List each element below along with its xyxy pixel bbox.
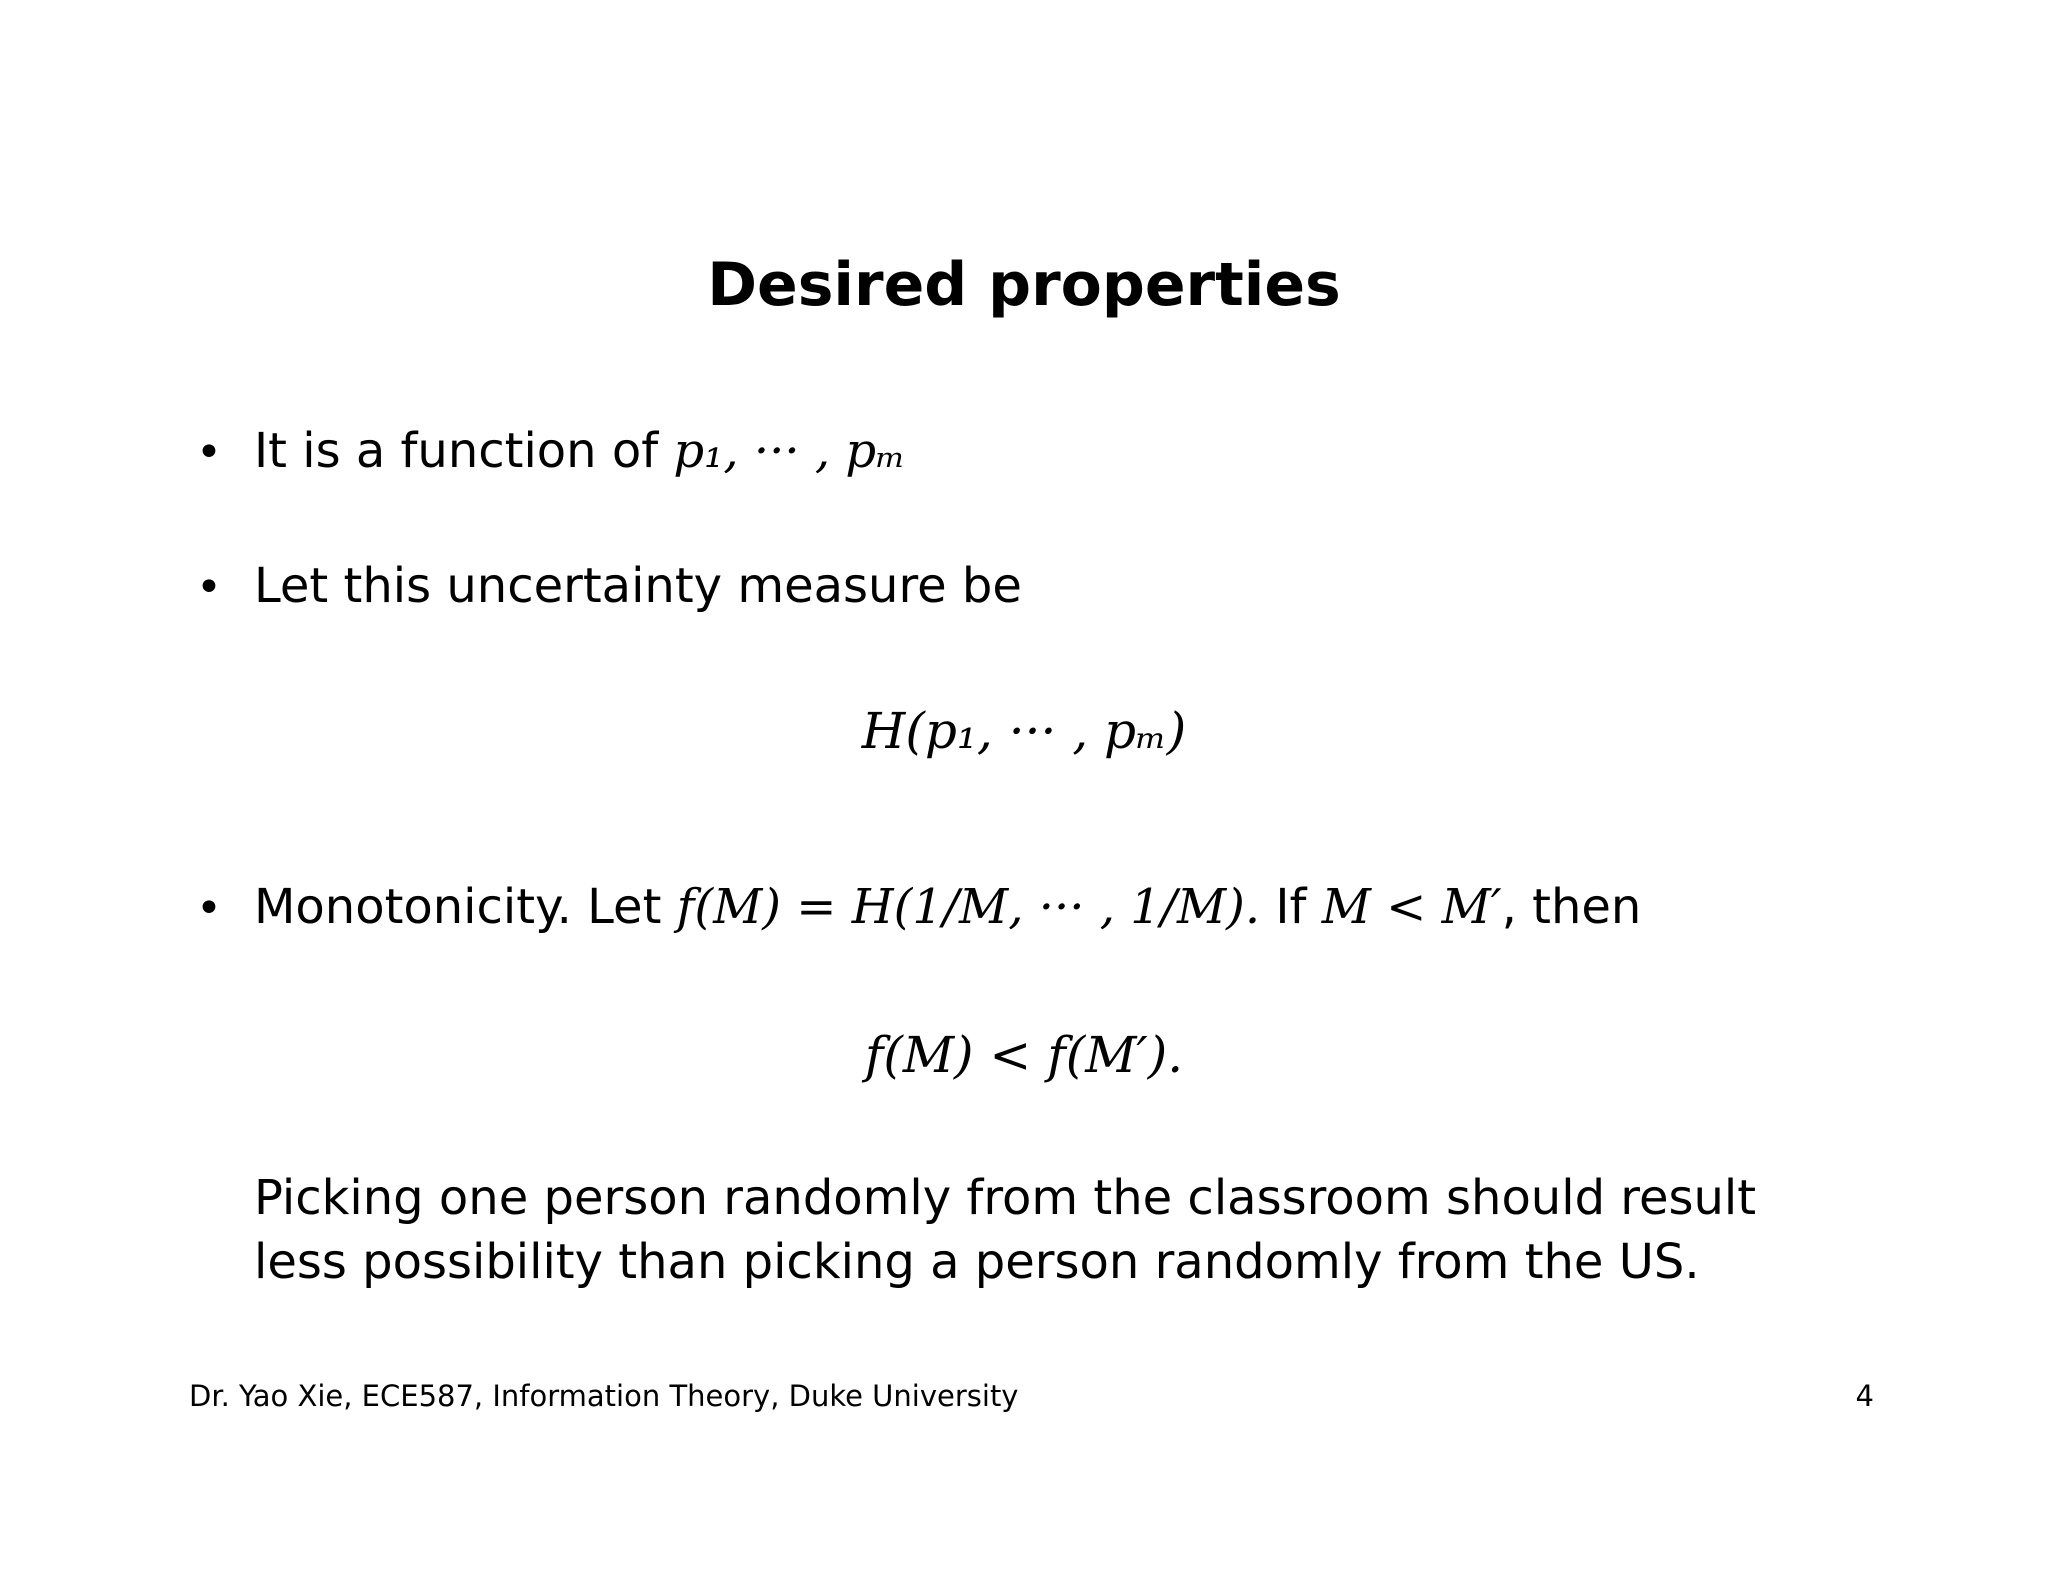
bullet-lead-text: Monotonicity. Let — [254, 879, 662, 935]
explanation-paragraph: Picking one person randomly from the classroom should result less possibility than picking a person randomly from the US. — [254, 1170, 1757, 1290]
bullet-monotonicity — [196, 877, 1641, 939]
slide-title: Desired properties — [707, 250, 1341, 320]
bullet-dot-icon: • — [196, 427, 222, 478]
bullet-dot-icon: • — [196, 562, 222, 613]
bullet-mid-text: If — [1275, 879, 1307, 935]
display-equation-entropy: H(p₁, ··· , pₘ) — [861, 702, 1187, 760]
display-equation-monotonicity: f(M) < f(M′). — [864, 1026, 1184, 1084]
inline-math-p-list: p₁, ··· , pₘ — [673, 423, 906, 479]
bullet-uncertainty-measure — [196, 556, 1022, 618]
inline-math-f-definition: f(M) = H(1/M, ··· , 1/M). — [676, 879, 1261, 935]
bullet-tail-text: , then — [1501, 879, 1642, 935]
page-number: 4 — [1855, 1379, 1874, 1413]
footer-credit: Dr. Yao Xie, ECE587, Information Theory, Duke University — [189, 1379, 1019, 1413]
inline-math-m-inequality: M < M′ — [1321, 879, 1502, 935]
bullet-function-of — [196, 421, 906, 483]
bullet-text: Let this uncertainty measure be — [254, 558, 1022, 614]
bullet-dot-icon: • — [196, 883, 222, 934]
bullet-text: It is a function of — [254, 423, 659, 479]
